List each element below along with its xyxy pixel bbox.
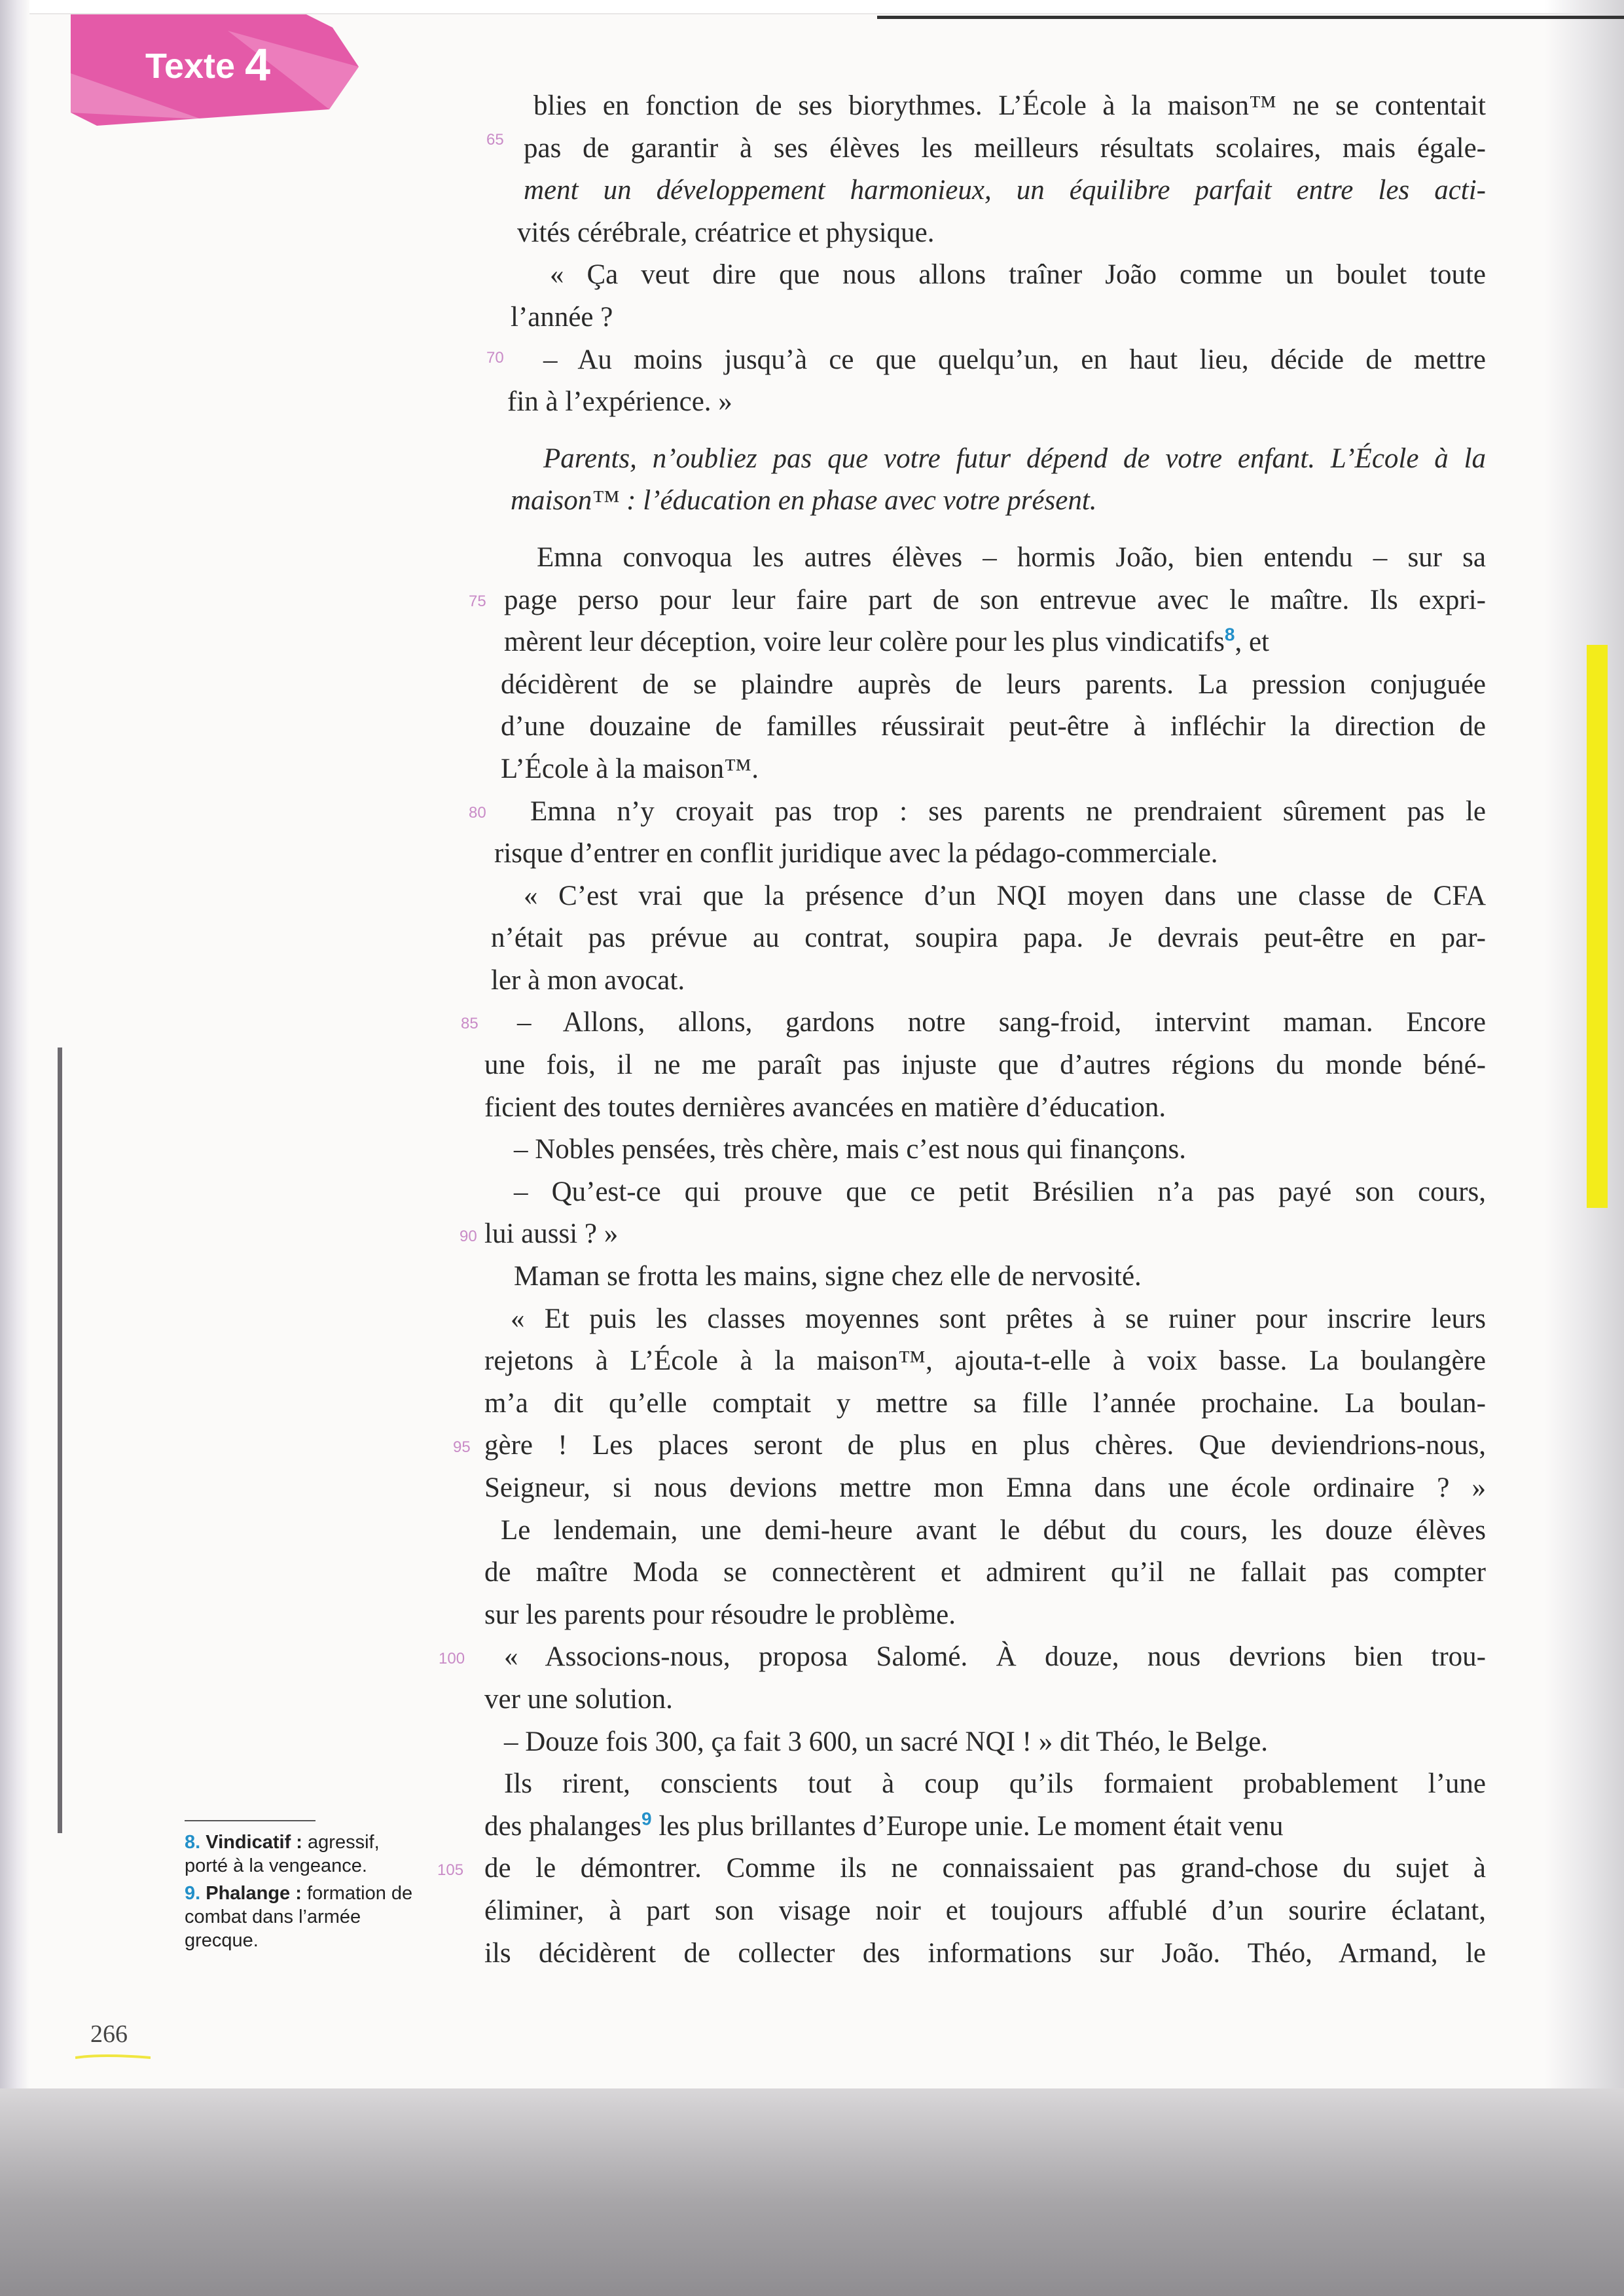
line-number: 70 [486, 349, 504, 367]
footnote-number: 9. [185, 1883, 201, 1904]
line-number: 65 [486, 131, 504, 149]
text-line: vités cérébrale, créatrice et physique. [517, 217, 935, 248]
line-number: 90 [460, 1228, 477, 1245]
text-line: sur les parents pour résoudre le problème. [484, 1599, 956, 1630]
footnote-ref[interactable]: 8 [1224, 624, 1235, 645]
line-number: 80 [469, 804, 486, 822]
text-line: maison™ : l’éducation en phase avec votre présent. [511, 485, 1097, 517]
text-line: rejetons à L’École à la maison™, ajouta-t-elle à voix basse. La boulangère [484, 1345, 1486, 1377]
text-line: – Nobles pensées, très chère, mais c’est nous qui finançons. [514, 1134, 1186, 1165]
text-line [484, 621, 1486, 664]
text-line: Maman se frotta les mains, signe chez elle de nervosité. [514, 1261, 1142, 1292]
text-line: décidèrent de se plaindre auprès de leurs parents. La pression conjuguée [501, 668, 1486, 700]
footnote-definition: agressif, porté à la vengeance. [185, 1832, 380, 1876]
text-line: n’était pas prévue au contrat, soupira papa. Je devrais peut-être en par- [491, 922, 1486, 954]
page-number-underline [75, 2054, 151, 2060]
text-line: ment un développement harmonieux, un équilibre parfait entre les acti- [524, 175, 1486, 206]
page-fold-shadow [0, 0, 29, 2088]
text-line: pas de garantir à ses élèves les meilleurs résultats scolaires, mais égale- [524, 132, 1486, 164]
scan-bottom-shadow [0, 2088, 1624, 2296]
text-line: m’a dit qu’elle comptait y mettre sa fille l’année prochaine. La boulan- [484, 1387, 1486, 1419]
highlight-tab [1587, 645, 1608, 1208]
line-number: 95 [453, 1438, 471, 1456]
text-line: – Allons, allons, gardons notre sang-froid, intervint maman. Encore [517, 1007, 1486, 1038]
body-text [484, 85, 1486, 1975]
line-number: 100 [439, 1650, 465, 1667]
line-number: 105 [437, 1861, 464, 1879]
text-fragment: les plus brillantes d’Europe unie. Le moment était venu [651, 1810, 1284, 1842]
footnote-8 [185, 1831, 420, 1878]
text-line: ver une solution. [484, 1683, 673, 1715]
text-line: Le lendemain, une demi-heure avant le début du cours, les douze élèves [501, 1514, 1486, 1546]
section-title-text: Texte [145, 46, 236, 86]
text-line: Emna n’y croyait pas trop : ses parents ne prendraient sûrement pas le [530, 795, 1486, 827]
text-line: lui aussi ? » [484, 1218, 619, 1250]
footnote-definition: formation de combat dans l’armée grecque. [185, 1883, 413, 1951]
footnote-term: Phalange : [206, 1883, 302, 1904]
text-line: Seigneur, si nous devions mettre mon Emna dans une école ordinaire ? » [484, 1472, 1486, 1503]
text-line: ils décidèrent de collecter des informations sur João. Théo, Armand, le [484, 1937, 1486, 1969]
text-line: « Et puis les classes moyennes sont prêtes à se ruiner pour inscrire leurs [511, 1303, 1486, 1334]
top-rule [877, 16, 1624, 19]
footnote-ref[interactable]: 9 [641, 1808, 652, 1829]
footnote-9 [185, 1882, 420, 1952]
text-line: l’année ? [511, 301, 613, 333]
text-line: Parents, n’oubliez pas que votre futur dépend de votre enfant. L’École à la [543, 443, 1486, 474]
text-line: – Douze fois 300, ça fait 3 600, un sacré NQI ! » dit Théo, le Belge. [504, 1726, 1269, 1757]
text-line: ler à mon avocat. [491, 964, 685, 996]
text-line: Emna convoqua les autres élèves – hormis João, bien entendu – sur sa [537, 541, 1486, 573]
text-line: de le démontrer. Comme ils ne connaissaient pas grand-chose du sujet à [484, 1853, 1486, 1884]
text-line: éliminer, à part son visage noir et toujours affublé d’un sourire éclatant, [484, 1895, 1486, 1926]
footnote-separator [185, 1820, 316, 1821]
text-line: risque d’entrer en conflit juridique avec la pédago-commerciale. [494, 838, 1218, 869]
text-line: page perso pour leur faire part de son entrevue avec le maître. Ils expri- [504, 584, 1486, 615]
text-line: « Associons-nous, proposa Salomé. À douze, nous devrions bien trou- [504, 1641, 1486, 1673]
text-line: « C’est vrai que la présence d’un NQI moyen dans une classe de CFA [524, 880, 1486, 911]
line-number: 75 [469, 592, 486, 610]
text-line: fin à l’expérience. » [507, 386, 732, 418]
text-line: – Au moins jusqu’à ce que quelqu’un, en haut lieu, décide de mettre [543, 344, 1486, 375]
text-line: – Qu’est-ce qui prouve que ce petit Brésilien n’a pas payé son cours, [514, 1176, 1486, 1207]
text-line [484, 1806, 1486, 1848]
text-line: gère ! Les places seront de plus en plus chères. Que deviendrions-nous, [484, 1430, 1486, 1461]
footnote-term: Vindicatif : [206, 1832, 302, 1853]
section-title [145, 36, 270, 88]
text-line: ficient des toutes dernières avancées en matière d’éducation. [484, 1091, 1166, 1123]
section-title-number: 4 [245, 39, 271, 90]
text-fragment: , et [1235, 627, 1270, 658]
line-number: 85 [461, 1015, 478, 1032]
text-fragment: mèrent leur déception, voire leur colère pour les plus vindicatifs [504, 627, 1225, 658]
page-edge-shadow [1545, 0, 1624, 2088]
text-line: « Ça veut dire que nous allons traîner João comme un boulet toute [550, 259, 1486, 291]
text-line: d’une douzaine de familles réussirait peut-être à infléchir la direction de [501, 711, 1486, 742]
margin-rule [58, 1048, 62, 1833]
footnotes [185, 1820, 420, 1956]
footnote-number: 8. [185, 1832, 201, 1853]
text-fragment: des phalanges [484, 1810, 642, 1842]
text-line: Ils rirent, conscients tout à coup qu’ils formaient probablement l’une [504, 1768, 1486, 1800]
text-line: blies en fonction de ses biorythmes. L’École à la maison™ ne se contentait [533, 90, 1486, 121]
text-line: de maître Moda se connectèrent et admirent qu’il ne fallait pas compter [484, 1557, 1486, 1588]
text-line: une fois, il ne me paraît pas injuste que d’autres régions du monde béné- [484, 1049, 1486, 1081]
text-line: L’École à la maison™. [501, 753, 759, 784]
page-number: 266 [90, 2020, 128, 2048]
